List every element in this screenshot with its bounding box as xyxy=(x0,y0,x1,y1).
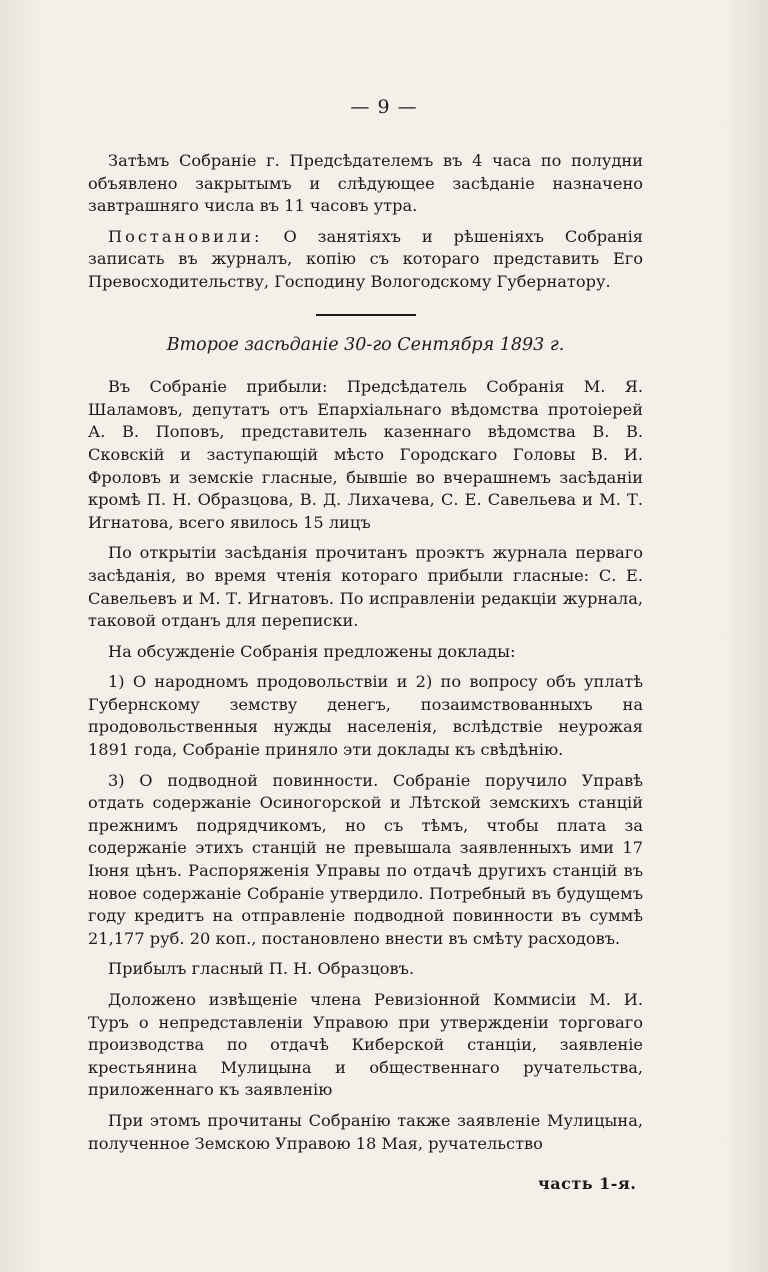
paragraph-report-1-2: 1) О народномъ продовольствіи и 2) по вопросу объ уплатѣ Губернскому земству денегъ, позаимствованныхъ на продовольственныя нужды населенія, вслѣдствіе неурожая 1891 года, Собраніе приняло эти доклады къ свѣдѣнію. xyxy=(88,672,643,760)
page-number: — 9 — xyxy=(350,96,418,118)
resolution-lead: Постановили: xyxy=(108,226,263,246)
part-signature: часть 1-я. xyxy=(538,1174,637,1193)
body-text xyxy=(88,150,643,1163)
paragraph-closing: Затѣмъ Собраніе г. Предсѣдателемъ въ 4 часа по полудни объявлено закрытымъ и слѣдующее засѣданіе назначено завтрашняго числа въ 11 часовъ утра. xyxy=(88,151,643,216)
paragraph-reports-intro: На обсужденіе Собранія предложены доклады: xyxy=(108,641,516,661)
section-divider xyxy=(316,314,416,316)
paragraph-report-3: 3) О подводной повинности. Собраніе поручило Управѣ отдать содержаніе Осиногорской и Лѣтской земскихъ станцій прежнимъ подрядчикомъ, но съ тѣмъ, чтобы плата за содержаніе этихъ станцій не превышала заявленныхъ ими 17 Іюня цѣнъ. Распоряженія Управы по отдачѣ другихъ станцій въ новое содержаніе Собраніе утвердило. Потребный въ будущемъ году кредитъ на отправленіе подводной повинности въ суммѣ 21,177 руб. 20 коп., постановлено внести въ смѣту расходовъ. xyxy=(88,770,643,948)
resolution-text: О занятіяхъ и рѣшеніяхъ Собранія записать въ журналъ, копію съ котораго представить Его Превосходительству, Господину Вологодскому Губернатору. xyxy=(88,226,643,291)
paragraph-arrival: Прибылъ гласный П. Н. Образцовъ. xyxy=(108,959,415,979)
session-title: Второе засѣданіе 30-го Сентября 1893 г. xyxy=(166,334,565,355)
paragraph-attendance: Въ Собраніе прибыли: Предсѣдатель Собранія М. Я. Шаламовъ, депутатъ отъ Епархіальнаго вѣдомства протоіерей А. В. Поповъ, представитель казеннаго вѣдомства В. В. Сковскій и заступающій мѣсто Городскаго Головы В. И. Фроловъ и земскіе гласные, бывшіе во вчерашнемъ засѣданіи кромѣ П. Н. Образцова, В. Д. Лихачева, С. Е. Савельева и М. Т. Игнатова, всего явилось 15 лицъ xyxy=(88,377,643,532)
paragraph-notice: Доложено извѣщеніе члена Ревизіонной Коммисіи М. И. Туръ о непредставленіи Управою при утвержденіи торговаго производства по отдачѣ Киберской станціи, заявленіе крестьянина Мулицына и общественнаго ручательства, приложеннаго къ заявленію xyxy=(88,990,643,1100)
paragraph-journal: По открытіи засѣданія прочитанъ проэктъ журнала перваго засѣданія, во время чтенія котораго прибыли гласные: С. Е. Савельевъ и М. Т. Игнатовъ. По исправленіи редакціи журнала, таковой отданъ для переписки. xyxy=(88,543,643,631)
paragraph-statement: При этомъ прочитаны Собранію также заявленіе Мулицына, полученное Земскою Управою 18 Мая, ручательство xyxy=(88,1110,643,1153)
paragraph-resolution xyxy=(88,226,643,294)
